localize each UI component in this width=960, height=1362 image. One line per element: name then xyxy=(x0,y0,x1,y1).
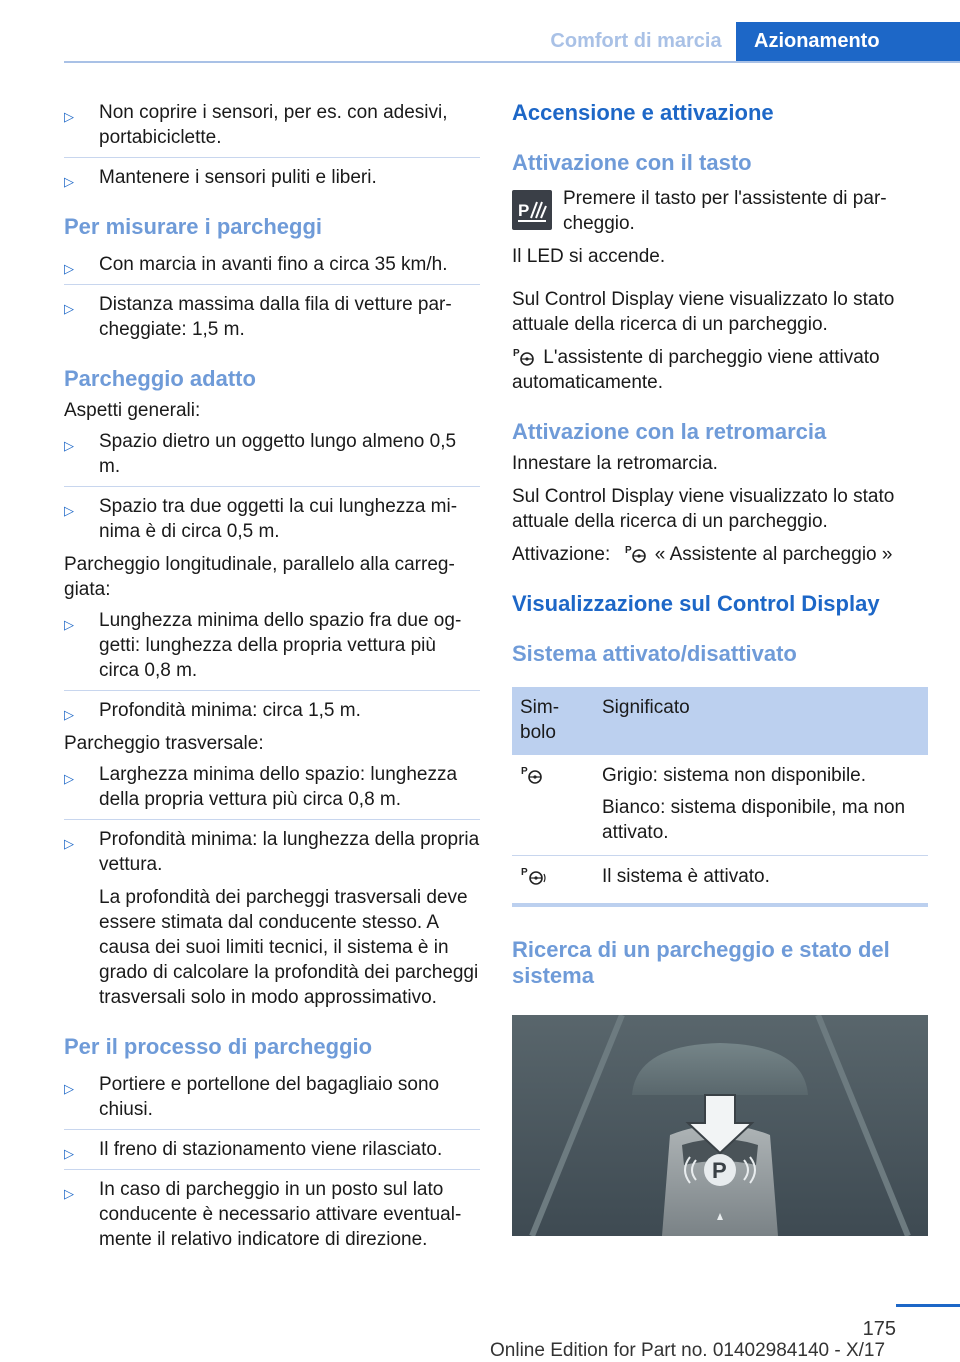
list-item: ▷ Portiere e portellone del bagagliaio sono chiusi. xyxy=(64,1074,440,1120)
button-instruction xyxy=(512,186,928,236)
bullet-triangle-icon: ▷ xyxy=(64,301,74,316)
paragraph: Sul Control Display viene visualizzato lo stato attuale della ricerca di un parcheggio. xyxy=(512,486,895,532)
control-display-image xyxy=(512,1015,928,1236)
svg-text:P: P xyxy=(712,1158,727,1183)
list-item: ▷ Mantenere i sensori puliti e liberi. xyxy=(64,165,480,190)
header-divider xyxy=(64,61,960,63)
list-item: ▷ Con marcia in avanti fino a circa 35 km/h. xyxy=(64,252,480,277)
parking-scene-illustration xyxy=(512,1015,928,1236)
list-item: ▷ Il freno di stazionamento viene rilasciato. xyxy=(64,1137,480,1162)
table-header: Significato xyxy=(594,687,928,755)
section-heading: Parcheggio adatto xyxy=(64,366,256,391)
section-heading: Per il processo di parcheggio xyxy=(64,1034,373,1059)
park-assist-symbol-icon xyxy=(512,346,538,366)
list-item: ▷ Profondità minima: la lunghezza della propria vettura. xyxy=(64,829,480,875)
list-item: ▷ In caso di parcheggio in un posto sul lato conducente è necessario attivare eventualmente il relativo indicatore di direzione. xyxy=(64,1179,462,1250)
svg-text:P: P xyxy=(513,348,520,359)
list-item: ▷ Spazio dietro un oggetto lungo almeno 0,5 m. xyxy=(64,431,457,477)
table-row xyxy=(512,856,928,906)
bullet-triangle-icon: ▷ xyxy=(64,617,74,632)
right-column xyxy=(512,100,928,1236)
table-cell: Grigio: sistema non disponibile. xyxy=(602,765,867,786)
park-assist-button-icon xyxy=(512,190,552,230)
bullet-triangle-icon: ▷ xyxy=(64,261,74,276)
paragraph: Sul Control Display viene visualizzato lo stato attuale della ricerca di un parcheggio. xyxy=(512,289,895,335)
footer-divider xyxy=(896,1304,960,1307)
section-heading: Accensione e attivazione xyxy=(512,100,774,125)
section-heading: Per misurare i parcheggi xyxy=(64,214,322,239)
bullet-triangle-icon: ▷ xyxy=(64,836,74,851)
svg-text:P: P xyxy=(521,867,528,878)
svg-text:P: P xyxy=(624,545,632,556)
section-tab[interactable]: Comfort di marcia xyxy=(550,30,722,52)
paragraph: Il LED si accende. xyxy=(512,246,666,267)
bullet-triangle-icon: ▷ xyxy=(64,1081,74,1096)
page-header xyxy=(0,0,960,62)
bullet-triangle-icon: ▷ xyxy=(64,503,74,518)
paragraph: P L'assistente di parcheggio viene attivato automaticamente. xyxy=(512,347,880,393)
paragraph: Aspetti generali: xyxy=(64,400,201,421)
chapter-tab[interactable]: Azionamento xyxy=(736,22,960,63)
list-item: ▷ Distanza massima dalla fila di vetture parcheggiate: 1,5 m. xyxy=(64,294,452,340)
subsection-heading: Ricerca di un parcheggio e stato del sistema xyxy=(512,937,890,988)
table-row xyxy=(512,755,928,856)
list-item: ▷ Spazio tra due oggetti la cui lunghezza minima è di circa 0,5 m. xyxy=(64,496,458,542)
note-paragraph: La profondità dei parcheggi trasversali deve essere stimata dal conducente stesso. A causa dei suoi limiti tecnici, il sistema è in grado di calcolare la profondità dei parcheggi trasversali solo in modo approssimativo. xyxy=(99,887,479,1008)
paragraph: Parcheggio longitudinale, parallelo alla carreggiata: xyxy=(64,554,455,600)
bullet-triangle-icon: ▷ xyxy=(64,1146,74,1161)
svg-text:P: P xyxy=(521,766,528,777)
subsection-heading: Attivazione con la retromarcia xyxy=(512,419,827,444)
bullet-triangle-icon: ▷ xyxy=(64,1186,74,1201)
svg-text:P: P xyxy=(518,201,530,220)
page-number: 175 xyxy=(862,1318,896,1340)
park-assist-inactive-icon xyxy=(520,763,546,785)
symbol-table xyxy=(512,687,928,907)
bullet-triangle-icon: ▷ xyxy=(64,174,74,189)
list-item: ▷ Lunghezza minima dello spazio fra due oggetti: lunghezza della propria vettura più circa 0,8 m. xyxy=(64,610,462,681)
table-header: Simbolo xyxy=(512,687,594,755)
list-item: ▷ Larghezza minima dello spazio: lunghezza della propria vettura più circa 0,8 m. xyxy=(64,764,458,810)
park-assist-active-icon xyxy=(520,864,548,886)
bullet-triangle-icon: ▷ xyxy=(64,438,74,453)
park-assist-symbol-icon xyxy=(624,543,650,563)
paragraph: Parcheggio trasversale: xyxy=(64,733,264,754)
table-header-row xyxy=(512,687,928,755)
table-cell: Bianco: sistema disponibile, ma non attivato. xyxy=(602,797,906,843)
list-item: ▷ Non coprire i sensori, per es. con adesivi, portabiciclette. xyxy=(64,102,448,148)
left-column xyxy=(64,100,480,1252)
list-item: ▷ Profondità minima: circa 1,5 m. xyxy=(64,698,480,723)
paragraph: Attivazione: P « Assistente al parcheggio » xyxy=(512,544,893,565)
paragraph: Innestare la retromarcia. xyxy=(512,453,718,474)
subsection-heading: Sistema attivato/disattivato xyxy=(512,641,797,666)
bullet-triangle-icon: ▷ xyxy=(64,109,74,124)
bullet-triangle-icon: ▷ xyxy=(64,707,74,722)
section-heading: Visualizzazione sul Control Display xyxy=(512,591,880,616)
table-cell: Il sistema è attivato. xyxy=(594,856,928,906)
paragraph: Premere il tasto per l'assistente di parcheggio. xyxy=(563,188,887,234)
menu-path: « Assistente al parcheggio » xyxy=(654,544,893,565)
edition-note: Online Edition for Part no. 01402984140 - X/17 xyxy=(490,1340,886,1361)
bullet-triangle-icon: ▷ xyxy=(64,771,74,786)
subsection-heading: Attivazione con il tasto xyxy=(512,150,752,175)
